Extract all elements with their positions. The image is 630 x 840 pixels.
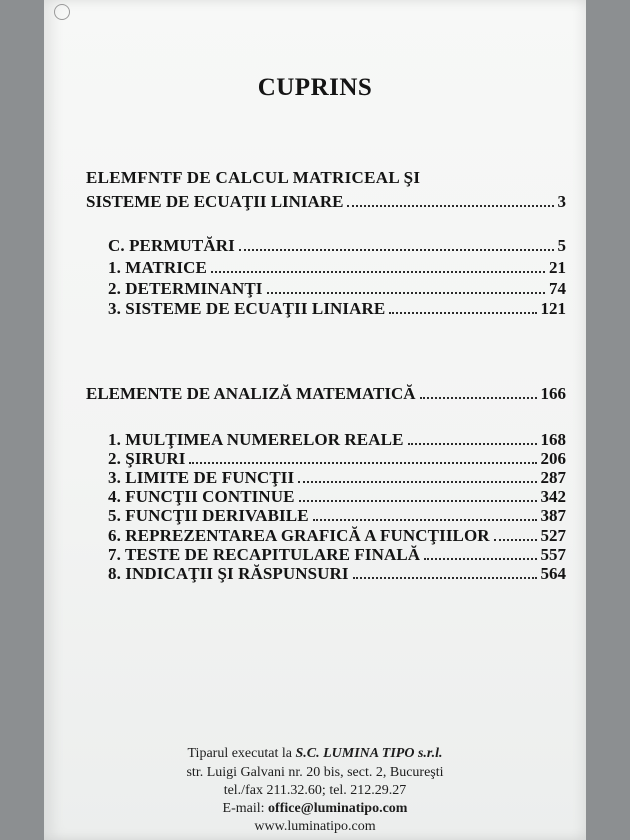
dot-leader — [189, 462, 536, 464]
chapter-title: 5. FUNCŢII DERIVABILE — [108, 506, 309, 525]
dot-leader — [299, 500, 537, 502]
dot-leader — [408, 443, 537, 445]
part-1-heading-line2: SISTEME DE ECUAŢII LINIARE — [86, 192, 344, 211]
part-1-page: 3 — [557, 192, 566, 211]
toc-entry — [108, 236, 566, 256]
dot-leader — [353, 577, 537, 579]
part-2-heading: ELEMENTE DE ANALIZĂ MATEMATICĂ — [86, 384, 416, 403]
part-2-page: 166 — [540, 384, 566, 403]
dot-leader — [424, 558, 536, 560]
chapter-title: 7. TESTE DE RECAPITULARE FINALĂ — [108, 545, 421, 564]
chapter-page: 206 — [540, 449, 566, 468]
chapter-title: 4. FUNCŢII CONTINUE — [108, 487, 295, 506]
chapter-page: 557 — [540, 545, 566, 564]
printer-email-line — [44, 800, 586, 818]
toc-entry — [108, 526, 566, 546]
chapter-title: 1. MATRICE — [108, 258, 207, 277]
toc-entry — [108, 468, 566, 488]
chapter-title: 2. ŞIRURI — [108, 449, 186, 468]
toc-entry — [108, 258, 566, 278]
printer-line — [44, 745, 586, 763]
dot-leader — [420, 397, 537, 399]
toc-entry — [108, 545, 566, 565]
toc-entry — [108, 449, 566, 469]
chapter-title: 6. REPREZENTAREA GRAFICĂ A FUNCŢIILOR — [108, 526, 490, 545]
chapter-page: 121 — [540, 299, 566, 318]
toc-entry — [108, 506, 566, 526]
email-label: E-mail: — [222, 801, 269, 816]
printer-prefix: Tiparul executat la — [187, 746, 296, 761]
email-address: office@luminatipo.com — [268, 801, 408, 816]
dot-leader — [267, 292, 545, 294]
chapter-page: 168 — [540, 430, 566, 449]
printer-company: S.C. LUMINA TIPO s.r.l. — [295, 746, 443, 761]
toc-entry — [108, 299, 566, 319]
chapter-title: 1. MULŢIMEA NUMERELOR REALE — [108, 430, 404, 449]
chapter-title: 3. LIMITE DE FUNCŢII — [108, 468, 295, 487]
page-title: CUPRINS — [257, 74, 373, 101]
circle-mark-icon — [54, 4, 70, 20]
chapter-page: 287 — [540, 468, 566, 487]
chapter-title: C. PERMUTĂRI — [108, 236, 235, 255]
toc-entry — [108, 279, 566, 299]
part-2-heading-row — [86, 384, 566, 404]
chapter-page: 527 — [540, 526, 566, 545]
dot-leader — [211, 271, 545, 273]
dot-leader — [298, 481, 536, 483]
chapter-page: 21 — [549, 258, 566, 277]
dot-leader — [494, 539, 537, 541]
chapter-page: 74 — [549, 279, 566, 298]
chapter-title: 2. DETERMINANŢI — [108, 279, 263, 298]
printer-phones: tel./fax 211.32.60; tel. 212.29.27 — [223, 783, 407, 798]
printer-website: www.luminatipo.com — [254, 819, 376, 834]
chapter-title: 3. SISTEME DE ECUAŢII LINIARE — [108, 299, 386, 318]
chapter-page: 5 — [557, 236, 566, 255]
toc-entry — [108, 564, 566, 584]
chapter-page: 387 — [540, 506, 566, 525]
dot-leader — [313, 519, 537, 521]
part-1-heading-row — [86, 192, 566, 212]
chapter-page: 564 — [540, 564, 566, 583]
printer-address: str. Luigi Galvani nr. 20 bis, sect. 2, Bucureşti — [186, 765, 444, 780]
toc-entry — [108, 487, 566, 507]
dot-leader — [347, 205, 553, 207]
chapter-page: 342 — [540, 487, 566, 506]
book-page — [44, 0, 586, 840]
dot-leader — [389, 312, 536, 314]
dot-leader — [239, 249, 554, 251]
toc-entry — [108, 430, 566, 450]
chapter-title: 8. INDICAŢII ŞI RĂSPUNSURI — [108, 564, 349, 583]
part-1-heading-line1: ELEMFNTF DE CALCUL MATRICEAL ŞI — [86, 168, 421, 187]
